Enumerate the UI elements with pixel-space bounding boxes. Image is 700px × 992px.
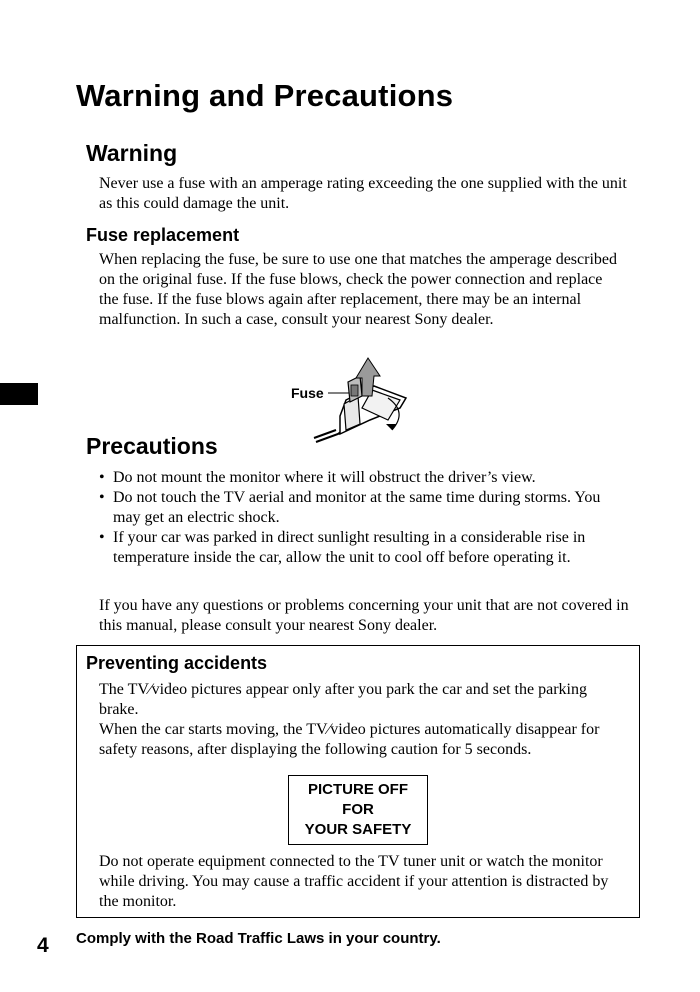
precautions-list [99,468,629,568]
parking-brake-text: The TV∕video pictures appear only after you park the car and set the parking brake. [99,681,587,718]
section-edge-tab [0,383,38,405]
list-item [99,468,629,488]
caution-line: YOUR SAFETY [304,821,412,838]
fuse-replacement-heading: Fuse replacement [86,225,240,245]
auto-disappear-text: When the car starts moving, the TV∕video pictures automatically disappear for safety reasons, after displaying the following caution for 5 seconds. [99,721,600,758]
warning-heading: Warning [86,140,178,166]
bullet-icon: • [99,529,105,546]
fuse-callout-label: Fuse [291,385,324,401]
footer-note: Comply with the Road Traffic Laws in your country. [76,930,441,947]
caution-line: FOR [342,801,374,818]
bullet-icon: • [99,469,105,486]
list-item [99,488,629,528]
list-item [99,528,629,568]
bullet-icon: • [99,489,105,506]
precautions-heading: Precautions [86,433,218,459]
list-item-text: Do not mount the monitor where it will obstruct the driver’s view. [113,469,536,486]
page-title: Warning and Precautions [76,78,454,113]
caution-line: PICTURE OFF [308,781,408,798]
fuse-replacement-text: When replacing the fuse, be sure to use one that matches the amperage described on the original fuse. If the fuse blows, check the power connection and replace the fuse. If the fuse blows again after replacement, there may be an internal malfunction. In such a case, consult your nearest Sony dealer. [99,251,618,328]
driving-caution-text: Do not operate equipment connected to the TV tuner unit or watch the monitor while driving. You may cause a traffic accident if your attention is distracted by the monitor. [99,853,609,910]
preventing-accidents-heading: Preventing accidents [86,653,268,673]
caution-display [288,775,428,845]
page-number: 4 [37,934,49,957]
preventing-accidents-text [99,680,624,760]
list-item-text: If your car was parked in direct sunlight resulting in a considerable rise in temperature inside the car, allow the unit to cool off before operating it. [113,529,586,566]
warning-text: Never use a fuse with an amperage rating exceeding the one supplied with the unit as this could damage the unit. [99,175,627,212]
list-item-text: Do not touch the TV aerial and monitor at the same time during storms. You may get an electric shock. [113,489,601,526]
questions-text: If you have any questions or problems concerning your unit that are not covered in this manual, please consult your nearest Sony dealer. [99,597,629,634]
